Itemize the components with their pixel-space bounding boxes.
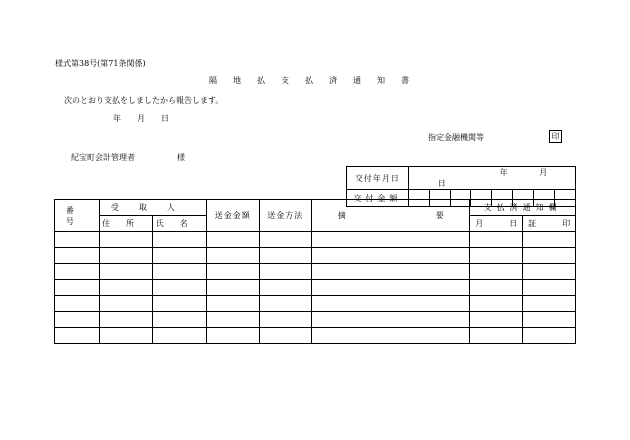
payment-table [54,199,576,344]
table-cell[interactable] [523,248,576,264]
table-cell[interactable] [99,248,153,264]
addressee: 紀宝町会計管理者 [71,153,135,162]
table-cell[interactable] [55,296,100,312]
table-cell[interactable] [99,280,153,296]
issue-date-value[interactable] [408,167,575,190]
table-cell[interactable] [55,264,100,280]
date-day: 日 [161,114,169,123]
table-cell[interactable] [523,280,576,296]
table-cell[interactable] [153,264,207,280]
intro-text: 次のとおり支払をしましたから報告します。 [64,96,224,105]
header-paid-notice: 支払済通知欄 [470,200,576,216]
table-cell[interactable] [55,280,100,296]
table-row [55,248,576,264]
table-cell[interactable] [99,296,153,312]
date-month: 月 [137,114,145,123]
header-month-day: 月 日 [470,216,523,232]
table-cell[interactable] [523,328,576,344]
table-cell[interactable] [153,312,207,328]
table-cell[interactable] [99,328,153,344]
table-row [55,328,576,344]
table-cell[interactable] [99,312,153,328]
table-cell[interactable] [207,328,260,344]
issue-year: 年 [499,168,508,177]
table-cell[interactable] [99,232,153,248]
header-remit-amount: 送金金額 [207,200,260,232]
header-recipient: 受取人 [99,200,206,216]
institution-label: 指定金融機関等 [428,133,484,142]
issue-amount-label: 交付金額 [347,190,409,207]
table-cell[interactable] [259,280,312,296]
table-row [55,296,576,312]
header-summary: 摘 要 [312,200,470,232]
table-cell[interactable] [153,248,207,264]
table-cell[interactable] [259,248,312,264]
table-cell[interactable] [523,232,576,248]
table-cell[interactable] [470,280,523,296]
table-body [55,232,576,344]
issue-day: 日 [437,179,446,188]
form-number: 様式第38号(第71条関係) [55,59,146,68]
table-cell[interactable] [153,328,207,344]
table-cell[interactable] [153,232,207,248]
header-remit-method: 送金方法 [259,200,312,232]
table-cell[interactable] [470,328,523,344]
table-cell[interactable] [55,232,100,248]
honorific: 様 [177,153,185,162]
table-cell[interactable] [207,264,260,280]
table-cell[interactable] [312,280,470,296]
table-cell[interactable] [312,296,470,312]
table-cell[interactable] [55,328,100,344]
table-row [55,312,576,328]
table-cell[interactable] [523,312,576,328]
table-cell[interactable] [312,264,470,280]
table-cell[interactable] [55,248,100,264]
table-row [55,280,576,296]
table-cell[interactable] [55,312,100,328]
header-proof: 証 印 [523,216,576,232]
table-cell[interactable] [207,248,260,264]
table-cell[interactable] [207,232,260,248]
table-row [55,264,576,280]
table-cell[interactable] [470,296,523,312]
table-cell[interactable] [99,264,153,280]
table-cell[interactable] [312,248,470,264]
table-cell[interactable] [259,328,312,344]
table-cell[interactable] [153,296,207,312]
table-cell[interactable] [312,328,470,344]
header-address: 住所 [99,216,153,232]
table-cell[interactable] [259,232,312,248]
issue-month: 月 [539,168,548,177]
table-cell[interactable] [259,264,312,280]
table-cell[interactable] [312,312,470,328]
table-cell[interactable] [153,280,207,296]
table-cell[interactable] [523,264,576,280]
table-cell[interactable] [470,264,523,280]
document-title: 隔地払支払済通知書 [209,76,425,85]
header-number: 番号 [55,200,100,232]
table-cell[interactable] [523,296,576,312]
table-row [55,232,576,248]
table-cell[interactable] [207,280,260,296]
table-cell[interactable] [259,296,312,312]
table-cell[interactable] [312,232,470,248]
date-year: 年 [113,114,121,123]
issue-date-label: 交付年月日 [347,167,409,190]
seal-mark: 印 [549,130,562,143]
table-cell[interactable] [259,312,312,328]
table-cell[interactable] [470,232,523,248]
table-cell[interactable] [470,312,523,328]
table-cell[interactable] [470,248,523,264]
header-name: 氏名 [153,216,207,232]
table-cell[interactable] [207,312,260,328]
table-cell[interactable] [207,296,260,312]
